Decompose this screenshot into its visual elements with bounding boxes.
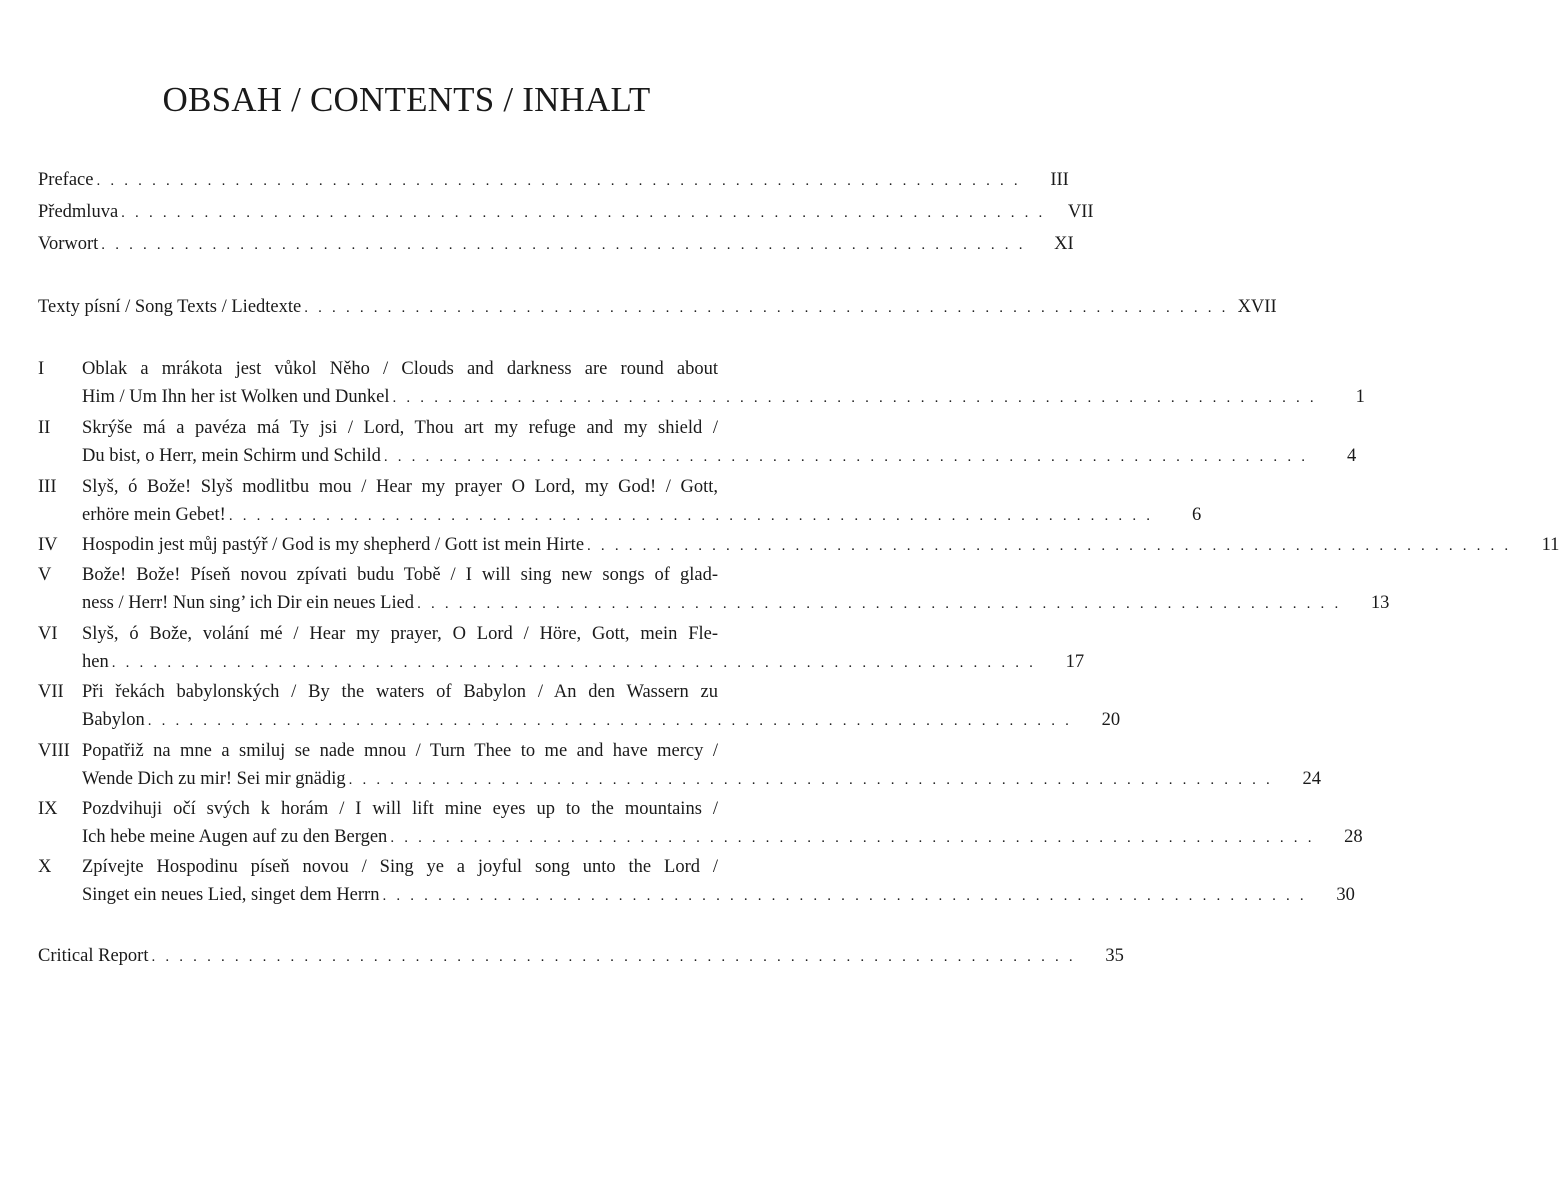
entry-page: XVII xyxy=(1237,297,1277,317)
leader-dots: . . . . . . . . . . . . . . . . . . . . . . . . . . . . . . . . . . . . . . . . . . . . . . . . . . . . . . . . . . . . . . . . . . . xyxy=(383,449,1309,465)
song-title-line1: Zpívejte Hospodinu píseň novou / Sing ye a joyful song unto the Lord / xyxy=(82,857,718,877)
toc-entry-critical-report xyxy=(38,942,1124,970)
song-page: 17 xyxy=(1065,652,1085,672)
song-title-line2: Singet ein neues Lied, singet dem Herrn xyxy=(82,885,380,905)
song-page: 11 xyxy=(1541,535,1559,555)
song-title: Hospodin jest můj pastýř / God is my shepherd / Gott ist mein Hirte xyxy=(82,535,585,555)
entry-title: Vorwort xyxy=(38,234,99,254)
song-title-line2: Du bist, o Herr, mein Schirm und Schild xyxy=(82,446,381,466)
song-number: VI xyxy=(38,624,58,644)
song-title-line2: Babylon xyxy=(82,710,145,730)
leader-dots: . . . . . . . . . . . . . . . . . . . . . . . . . . . . . . . . . . . . . . . . . . . . . . . . . . . . . . . . . . . . . . . . . . . xyxy=(121,205,1046,221)
song-title-line2: Ich hebe meine Augen auf zu den Bergen xyxy=(82,827,388,847)
leader-dots: . . . . . . . . . . . . . . . . . . . . . . . . . . . . . . . . . . . . . . . . . . . . . . . . . . . . . . . . . . . . . . . . . . . xyxy=(390,830,1315,846)
entry-page: 35 xyxy=(1105,946,1124,966)
toc-entry-preface xyxy=(38,166,1069,194)
leader-dots: . . . . . . . . . . . . . . . . . . . . . . . . . . . . . . . . . . . . . . . . . . . . . . . . . . . . . . . . . . . . . . . . . . . xyxy=(147,713,1073,729)
song-title-line1: Slyš, ó Bože! Slyš modlitbu mou / Hear my prayer O Lord, my God! / Gott, xyxy=(82,477,718,497)
entry-page: XI xyxy=(1054,234,1074,254)
leader-dots: . . . . . . . . . . . . . . . . . . . . . . . . . . . . . . . . . . . . . . . . . . . . . . . . . . . . . . . . . . . . . . . . . . . xyxy=(304,300,1229,316)
song-page: 30 xyxy=(1336,885,1355,905)
song-number: I xyxy=(38,359,45,379)
song-title-line1: Pozdvihuji očí svých k horám / I will lift mine eyes up to the mountains / xyxy=(82,799,718,819)
song-title-line2: ness / Herr! Nun sing’ ich Dir ein neues Lied xyxy=(82,593,415,613)
song-number: X xyxy=(38,857,52,877)
leader-dots: . . . . . . . . . . . . . . . . . . . . . . . . . . . . . . . . . . . . . . . . . . . . . . . . . . . . . . . . . . . . . . . . . . . xyxy=(151,949,1076,965)
song-title-line1: Slyš, ó Bože, volání mé / Hear my prayer, O Lord / Höre, Gott, mein Fle- xyxy=(82,624,718,644)
song-number: III xyxy=(38,477,57,497)
song-title-line1: Popatřiž na mne a smiluj se nade mnou / Turn Thee to me and have mercy / xyxy=(82,741,718,761)
entry-title: Critical Report xyxy=(38,946,149,966)
song-title-line2: Wende Dich zu mir! Sei mir gnädig xyxy=(82,769,346,789)
song-title-line2: erhöre mein Gebet! xyxy=(82,505,226,525)
song-title-line1: Bože! Bože! Píseň novou zpívati budu Tobě / I will sing new songs of glad- xyxy=(82,565,718,585)
song-number: VIII xyxy=(38,741,70,761)
song-number: V xyxy=(38,565,52,585)
leader-dots: . . . . . . . . . . . . . . . . . . . . . . . . . . . . . . . . . . . . . . . . . . . . . . . . . . . . . . . . . . . . . . . . . . . xyxy=(382,888,1307,904)
song-page: 24 xyxy=(1302,769,1321,789)
leader-dots: . . . . . . . . . . . . . . . . . . . . . . . . . . . . . . . . . . . . . . . . . . . . . . . . . . . . . . . . . . . . . . . . . . . xyxy=(111,655,1037,671)
entry-title: Předmluva xyxy=(38,202,119,222)
leader-dots: . . . . . . . . . . . . . . . . . . . . . . . . . . . . . . . . . . . . . . . . . . . . . . . . . . . . . . . . . . . . . . . . . . . xyxy=(587,538,1512,554)
song-title-line1: Při řekách babylonských / By the waters of Babylon / An den Wassern zu xyxy=(82,682,718,702)
entry-title: Preface xyxy=(38,170,94,190)
entry-page: VII xyxy=(1067,202,1094,222)
song-number: IV xyxy=(38,535,58,555)
entry-page: III xyxy=(1050,170,1069,190)
song-page: 28 xyxy=(1344,827,1363,847)
song-page: 20 xyxy=(1101,710,1121,730)
song-title-line1: Skrýše má a pavéza má Ty jsi / Lord, Thou art my refuge and my shield / xyxy=(82,418,718,438)
toc-entry-predmluva xyxy=(38,198,1094,226)
song-title-line2: hen xyxy=(82,652,109,672)
song-page: 1 xyxy=(1355,387,1365,407)
song-title-line1: Oblak a mrákota jest vůkol Něho / Clouds and darkness are round about xyxy=(82,359,718,379)
entry-title: Texty písní / Song Texts / Liedtexte xyxy=(38,297,302,317)
leader-dots: . . . . . . . . . . . . . . . . . . . . . . . . . . . . . . . . . . . . . . . . . . . . . . . . . . . . . . . . . . . . . . . . . . . xyxy=(417,596,1342,612)
leader-dots: . . . . . . . . . . . . . . . . . . . . . . . . . . . . . . . . . . . . . . . . . . . . . . . . . . . . . . . . . . . . . . . . . . . xyxy=(392,390,1317,406)
toc-entry-vorwort xyxy=(38,230,1074,258)
song-title-line2: Him / Um Ihn her ist Wolken und Dunkel xyxy=(82,387,390,407)
page-title: OBSAH / CONTENTS / INHALT xyxy=(162,80,651,119)
song-number: VII xyxy=(38,682,64,702)
toc-entry-song-texts xyxy=(38,293,1277,321)
song-page: 13 xyxy=(1370,593,1390,613)
song-page: 4 xyxy=(1346,446,1357,466)
leader-dots: . . . . . . . . . . . . . . . . . . . . . . . . . . . . . . . . . . . . . . . . . . . . . . . . . . . . . . . . . . . . . . . . . . . xyxy=(101,237,1026,253)
leader-dots: . . . . . . . . . . . . . . . . . . . . . . . . . . . . . . . . . . . . . . . . . . . . . . . . . . . . . . . . . . . . . . . . . . . xyxy=(348,772,1273,788)
song-number: IX xyxy=(38,799,58,819)
leader-dots: . . . . . . . . . . . . . . . . . . . . . . . . . . . . . . . . . . . . . . . . . . . . . . . . . . . . . . . . . . . . . . . . . . . xyxy=(96,173,1021,189)
leader-dots: . . . . . . . . . . . . . . . . . . . . . . . . . . . . . . . . . . . . . . . . . . . . . . . . . . . . . . . . . . . . . . . . . . . xyxy=(228,508,1154,524)
song-page: 6 xyxy=(1191,505,1202,525)
song-number: II xyxy=(38,418,51,438)
